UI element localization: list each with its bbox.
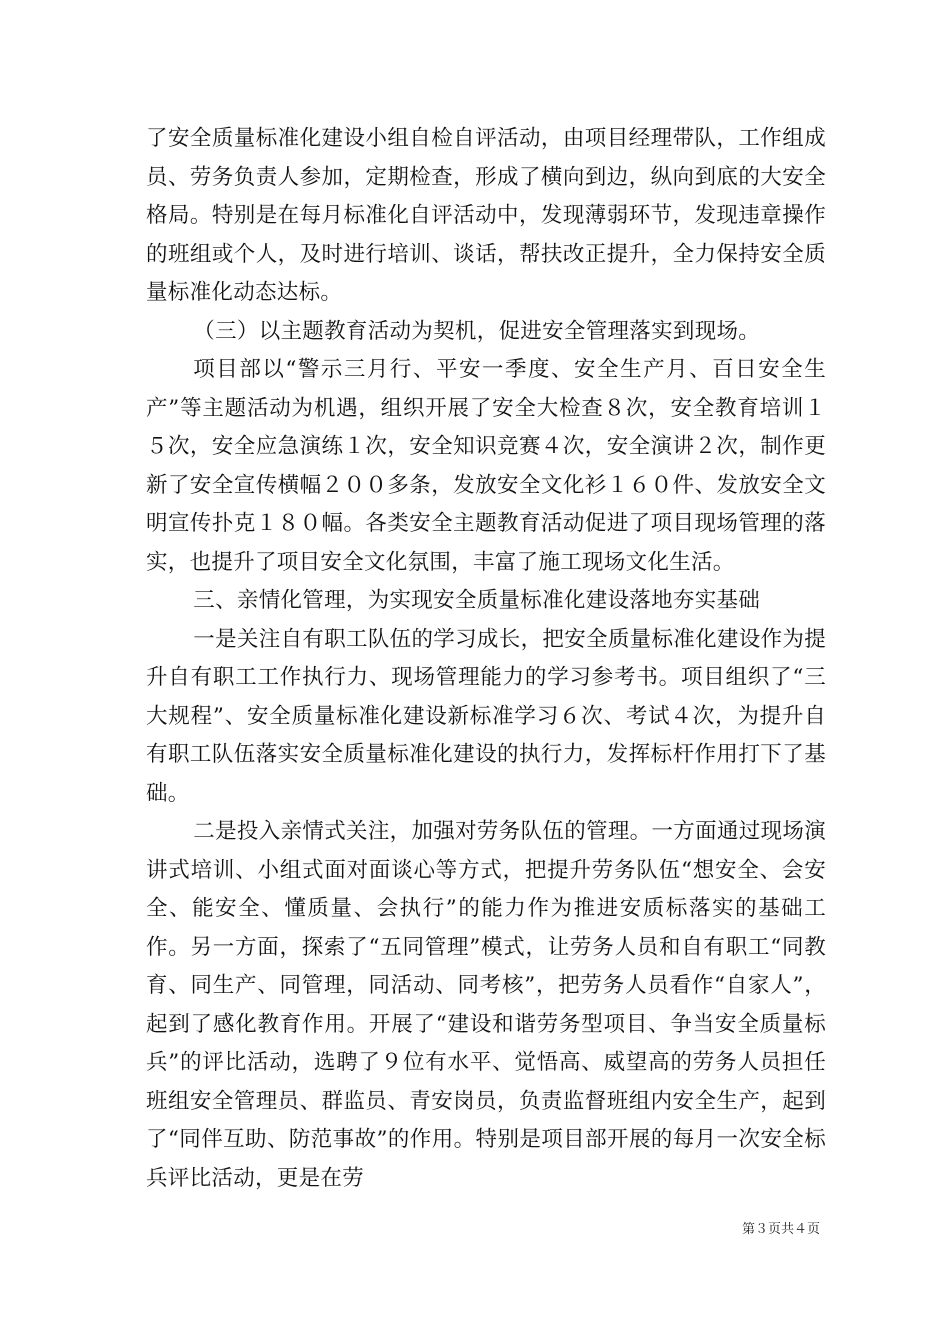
paragraph-staff-learning: 一是关注自有职工队伍的学习成长，把安全质量标准化建设作为提升自有职工工作执行力、现场管理能力的学习参考书。项目组织了“三大规程”、安全质量标准化建设新标准学习６次、考试４次，为提升自有职工队伍落实安全质量标准化建设的执行力，发挥标杆作用打下了基础。	[146, 626, 826, 806]
paragraph-continuation: 了安全质量标准化建设小组自检自评活动，由项目经理带队，工作组成员、劳务负责人参加，定期检查，形成了横向到边，纵向到底的大安全格局。特别是在每月标准化自评活动中，发现薄弱环节，发现违章操作的班组或个人，及时进行培训、谈话，帮扶改正提升，全力保持安全质量标准化动态达标。	[146, 126, 826, 305]
paragraph-labor-management: 二是投入亲情式关注，加强对劳务队伍的管理。一方面通过现场演讲式培训、小组式面对面谈心等方式，把提升劳务队伍“想安全、会安全、能安全、懂质量、会执行”的能力作为推进安质标落实的基础工作。另一方面，探索了“五同管理”模式，让劳务人员和自有职工“同教育、同生产、同管理，同活动、同考核”，把劳务人员看作“自家人”，起到了感化教育作用。开展了“建设和谐劳务型项目、争当安全质量标兵”的评比活动，选聘了９位有水平、觉悟高、威望高的劳务人员担任班组安全管理员、群监员、青安岗员，负责监督班组内安全生产，起到了“同伴互助、防范事故”的作用。特别是项目部开展的每月一次安全标兵评比活动，更是在劳	[146, 819, 826, 1191]
document-body	[146, 120, 826, 1198]
page-number: 第３页共４页	[741, 1222, 820, 1237]
paragraph-theme-activities: 项目部以“警示三月行、平安一季度、安全生产月、百日安全生产”等主题活动为机遇，组织开展了安全大检查８次，安全教育培训１５次，安全应急演练１次，安全知识竞赛４次，安全演讲２次，制作更新了安全宣传横幅２００多条，发放安全文化衫１６０件、发放安全文明宣传扑克１８０幅。各类安全主题教育活动促进了项目现场管理的落实，也提升了项目安全文化氛围，丰富了施工现场文化生活。	[146, 357, 826, 575]
section-heading-theme-education: （三）以主题教育活动为契机，促进安全管理落实到现场。	[193, 318, 761, 344]
section-heading-family-management: 三、亲情化管理，为实现安全质量标准化建设落地夯实基础	[193, 588, 761, 613]
